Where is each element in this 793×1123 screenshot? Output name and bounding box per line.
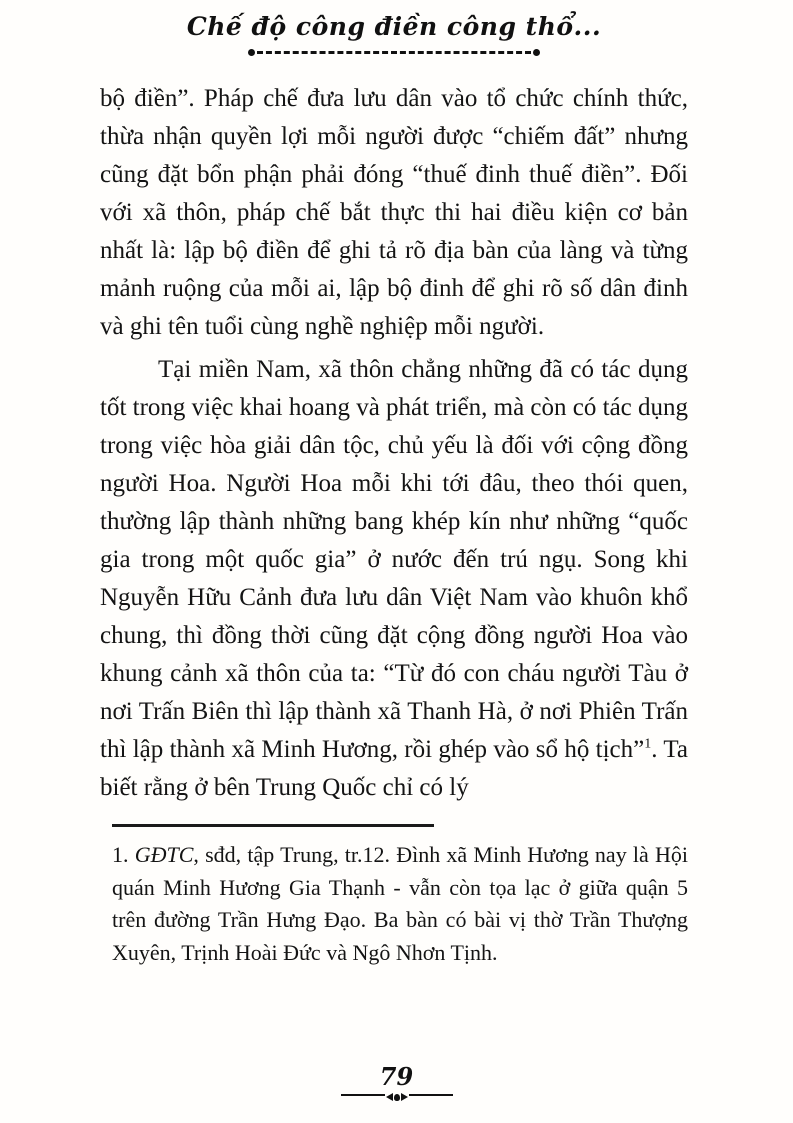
ornament-center-dot: [394, 1094, 400, 1101]
page-header: [100, 12, 688, 56]
footer-line-right: [409, 1094, 453, 1096]
ornament-left-wing: [386, 1093, 393, 1101]
rule-dot-left-icon: [248, 49, 255, 56]
rule-dot-right-icon: [533, 49, 540, 56]
footer-rule: [0, 1091, 793, 1099]
footnote-ref-marker: 1: [644, 736, 652, 752]
paragraph-1: bộ điền”. Pháp chế đưa lưu dân vào tổ chức chính thức, thừa nhận quyền lợi mỗi người được “chiếm đất” nhưng cũng đặt bổn phận phải đóng “thuế đinh thuế điền”. Đối với xã thôn, pháp chế bắt thực thi hai điều kiện cơ bản nhất là: lập bộ điền để ghi tả rõ địa bàn của làng và từng mảnh ruộng của mỗi ai, lập bộ đinh để ghi rõ số dân đinh và ghi tên tuổi cùng nghề nghiệp mỗi người.: [100, 85, 688, 340]
header-rule: [248, 49, 540, 56]
page-number: 79: [379, 1062, 414, 1091]
footnote-work-abbreviation: GĐTC: [134, 842, 194, 867]
fleuron-ornament-icon: [386, 1093, 408, 1101]
page-footer: [0, 1064, 793, 1099]
footnote: [112, 839, 688, 969]
paragraph-2-text: Tại miền Nam, xã thôn chẳng những đã có tác dụng tốt trong việc khai hoang và phát triển, mà còn có tác dụng trong việc hòa giải dân tộc, chủ yếu là đối với cộng đồng người Hoa. Người Hoa mỗi khi tới đâu, theo thói quen, thường lập thành những bang khép kín như những “quốc gia trong một quốc gia” ở nước đến trú ngụ. Song khi Nguyễn Hữu Cảnh đưa lưu dân Việt Nam vào khuôn khổ chung, thì đồng thời cũng đặt cộng đồng người Hoa vào khung cảnh xã thôn của ta: “Từ đó con cháu người Tàu ở nơi Trấn Biên thì lập thành xã Thanh Hà, ở nơi Phiên Trấn thì lập thành xã Minh Hương, rồi ghép vào sổ hộ tịch”: [100, 356, 689, 763]
running-title: Chế độ công điền công thổ...: [186, 12, 602, 41]
paragraph-2-continuation: . Ta biết rằng ở bên Trung Quốc chỉ có lý: [100, 736, 689, 801]
footer-line-left: [341, 1094, 385, 1096]
ornament-right-wing: [401, 1093, 408, 1101]
body-text: [100, 80, 688, 807]
footnote-separator: [112, 824, 434, 827]
rule-dashes: [257, 51, 531, 54]
footnote-text: , sđd, tập Trung, tr.12. Đình xã Minh Hương nay là Hội quán Minh Hương Gia Thạnh - vẫn còn tọa lạc ở giữa quận 5 trên đường Trần Hưng Đạo. Ba bàn có bài vị thờ Trần Thượng Xuyên, Trịnh Hoài Đức và Ngô Nhơn Tịnh.: [112, 842, 688, 965]
footnote-number: 1.: [112, 842, 135, 867]
paragraph-2: [100, 351, 688, 807]
